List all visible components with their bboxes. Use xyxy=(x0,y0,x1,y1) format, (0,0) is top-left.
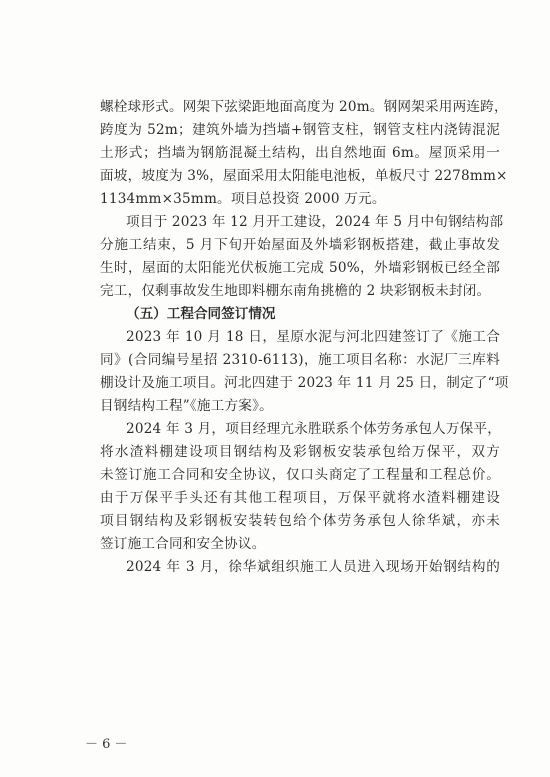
text-line: 土形式；挡墙为钢筋混凝土结构，出自然地面 6m。屋顶采用一 xyxy=(100,145,500,161)
text-line: 由于万保平手头还有其他工程项目，万保平就将水渣料棚建设 xyxy=(100,490,500,506)
text-line: 跨度为 52m；建筑外墙为挡墙+钢管支柱，钢管支柱内浇铸混泥 xyxy=(100,122,500,138)
text-line: 分施工结束，5 月下旬开始屋面及外墙彩钢板搭建，截止事故发 xyxy=(100,237,500,253)
text-line: 1134mm×35mm。项目总投资 2000 万元。 xyxy=(100,191,386,207)
text-line: 棚设计及施工项目。河北四建于 2023 年 11 月 25 日，制定了“项 xyxy=(100,375,509,391)
text-line: 项目钢结构及彩钢板安装转包给个体劳务承包人徐华斌，亦未 xyxy=(100,513,500,529)
paragraph xyxy=(100,211,504,303)
document-body xyxy=(100,96,509,579)
paragraph xyxy=(100,556,500,579)
text-line: 完工，仅剩事故发生地即料棚东南角挑檐的 2 块彩钢板未封闭。 xyxy=(100,283,491,299)
paragraph xyxy=(100,96,508,211)
text-line: 面坡，坡度为 3%，屋面采用太阳能电池板，单板尺寸 2278mm× xyxy=(100,168,508,184)
text-line: 签订施工合同和安全协议。 xyxy=(100,536,266,552)
text-line: 同》(合同编号星招 2310-6113)，施工项目名称：水泥厂三库料 xyxy=(100,352,500,368)
text-line: 2024 年 3 月，项目经理亢永胜联系个体劳务承包人万保平， xyxy=(126,421,502,437)
page-number: － 6 － xyxy=(85,737,128,752)
section-heading: （五）工程合同签订情况 xyxy=(126,306,276,322)
text-line: 未签订施工合同和安全协议，仅口头商定了工程量和工程总价。 xyxy=(100,467,500,483)
paragraph xyxy=(100,418,500,556)
text-line: 目钢结构工程”《施工方案》。 xyxy=(100,398,273,414)
text-line: 2024 年 3 月，徐华斌组织施工人员进入现场开始钢结构的 xyxy=(126,559,500,575)
text-line: 将水渣料棚建设项目钢结构及彩钢板安装承包给万保平，双方 xyxy=(100,444,500,460)
text-line: 生时，屋面的太阳能光伏板施工完成 50%，外墙彩钢板已经全部 xyxy=(100,260,500,276)
text-line: 螺栓球形式。网架下弦梁距地面高度为 20m。钢网架采用两连跨， xyxy=(100,99,508,115)
text-line: 项目于 2023 年 12 月开工建设，2024 年 5 月中旬钢结构部 xyxy=(126,214,504,230)
paragraph xyxy=(100,326,509,418)
text-line: 2023 年 10 月 18 日，星原水泥与河北四建签订了《施工合 xyxy=(126,329,500,345)
